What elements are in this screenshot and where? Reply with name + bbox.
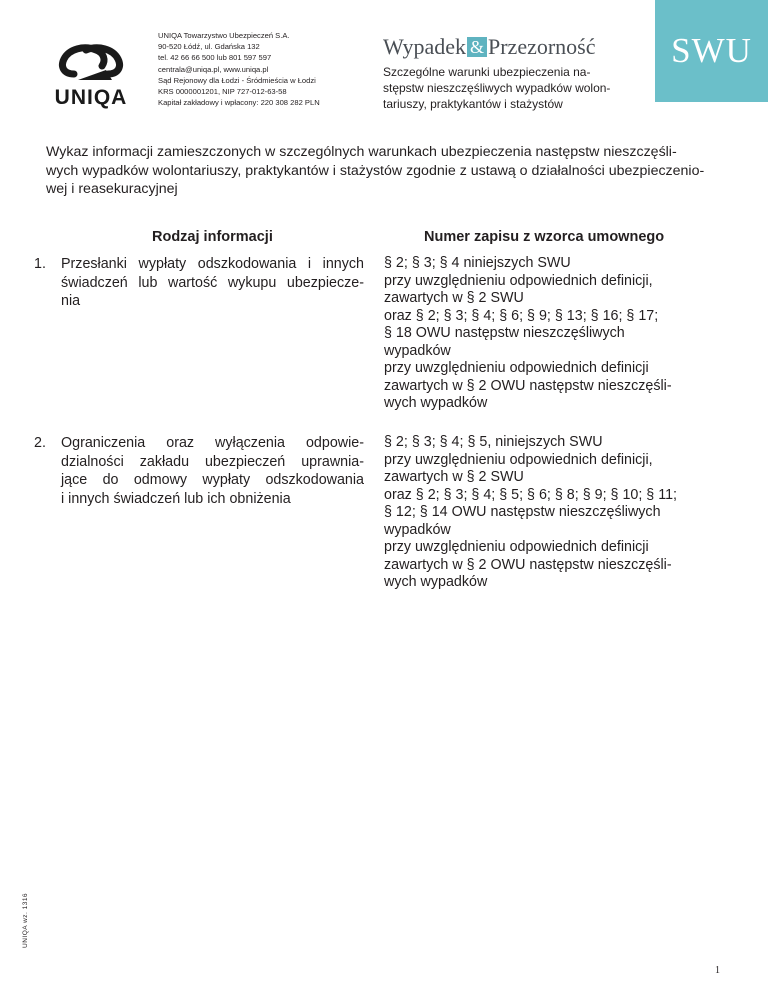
brand-left: Wypadek [383,34,466,59]
brand-right: Przezorność [488,34,596,59]
row-text-line: Ograniczenia oraz wyłączenia odpowie- [61,435,364,451]
clause-line: zawartych w § 2 OWU następstw nieszczęśli- [384,556,672,573]
clause-line: wypadków [384,521,451,538]
intro-line: wej i reasekuracyjnej [46,181,178,197]
brand-ampersand: & [467,37,487,57]
product-brand [383,33,596,61]
clause-line: § 2; § 3; § 4; § 5, niniejszych SWU [384,434,603,450]
clause-line: oraz § 2; § 3; § 4; § 6; § 9; § 13; § 16; § 17; [384,307,659,324]
column-header-clause-number: Numer zapisu z wzorca umownego [424,229,665,245]
table-row-left [34,434,364,508]
company-line: 90-520 Łódź, ul. Gdańska 132 [158,42,260,52]
column-header-info-type: Rodzaj informacji [152,229,273,245]
intro-line: Wykaz informacji zamieszczonych w szczególnych warunkach ubezpieczenia następstw nieszczęśli- [46,144,677,160]
clause-line: przy uwzględnieniu odpowiednich definicji, [384,272,653,289]
row-text-line: świadczeń lub wartość wykupu ubezpiecze- [61,274,364,291]
table-row-right [384,434,724,592]
company-line: Sąd Rejonowy dla Łodzi - Śródmieścia w Łodzi [158,75,316,85]
row-text-line: dzialności zakładu ubezpieczeń uprawnia- [61,453,364,470]
table-row-left [34,255,364,311]
table-row-right [384,255,724,413]
row-text-line: i innych świadczeń lub ich obniżenia [61,490,291,507]
company-details [158,30,368,108]
clause-line: zawartych w § 2 OWU następstw nieszczęśli- [384,377,672,394]
row-number: 2. [34,435,46,451]
subtitle-line: tariuszy, praktykantów i stażystów [383,97,563,111]
row-text-line: nia [61,293,81,309]
clause-line: § 12; § 14 OWU następstw nieszczęśliwych [384,504,661,520]
row-number: 1. [34,256,46,272]
row-text-line: Przesłanki wypłaty odszkodowania i innych [61,256,364,272]
logo-wordmark: UNIQA [54,86,128,109]
clause-line: przy uwzględnieniu odpowiednich definicji, [384,451,653,468]
clause-line: wypadków [384,342,451,359]
clause-line: wych wypadków [384,395,488,411]
uniqa-logo-emblem-icon [46,40,136,86]
intro-paragraph [46,143,736,199]
company-line: KRS 0000001201, NIP 727-012-63-58 [158,87,287,97]
company-line: centrala@uniqa.pl, www.uniqa.pl [158,64,269,74]
intro-line: wych wypadków wolontariuszy, praktykantów i stażystów zgodnie z ustawą o działalności ubezpieczenio- [46,162,705,179]
product-subtitle [383,64,653,112]
clause-line: § 2; § 3; § 4 niniejszych SWU [384,255,571,271]
company-line: Kapitał zakładowy i wpłacony: 220 308 282 PLN [158,98,320,108]
swu-label: SWU [671,31,752,70]
company-line: tel. 42 66 66 500 lub 801 597 597 [158,53,272,63]
clause-line: przy uwzględnieniu odpowiednich definicji [384,539,649,555]
subtitle-line: stępstw nieszczęśliwych wypadków wolon- [383,81,611,95]
page-number: 1 [715,965,720,976]
form-code: UNIQA wz. 1316 [22,892,29,948]
row-text-line: jące do odmowy wypłaty odszkodowania [61,472,364,488]
clause-line: § 18 OWU następstw nieszczęśliwych [384,325,625,341]
clause-line: zawartych w § 2 SWU [384,469,524,485]
clause-line: wych wypadków [384,574,488,590]
company-line: UNIQA Towarzystwo Ubezpieczeń S.A. [158,31,290,40]
clause-line: zawartych w § 2 SWU [384,290,524,306]
subtitle-line: Szczególne warunki ubezpieczenia na- [383,65,591,79]
uniqa-logo [46,40,136,109]
swu-badge [655,0,768,102]
clause-line: przy uwzględnieniu odpowiednich definicji [384,360,649,376]
clause-line: oraz § 2; § 3; § 4; § 5; § 6; § 8; § 9; § 10; § 11; [384,486,678,503]
